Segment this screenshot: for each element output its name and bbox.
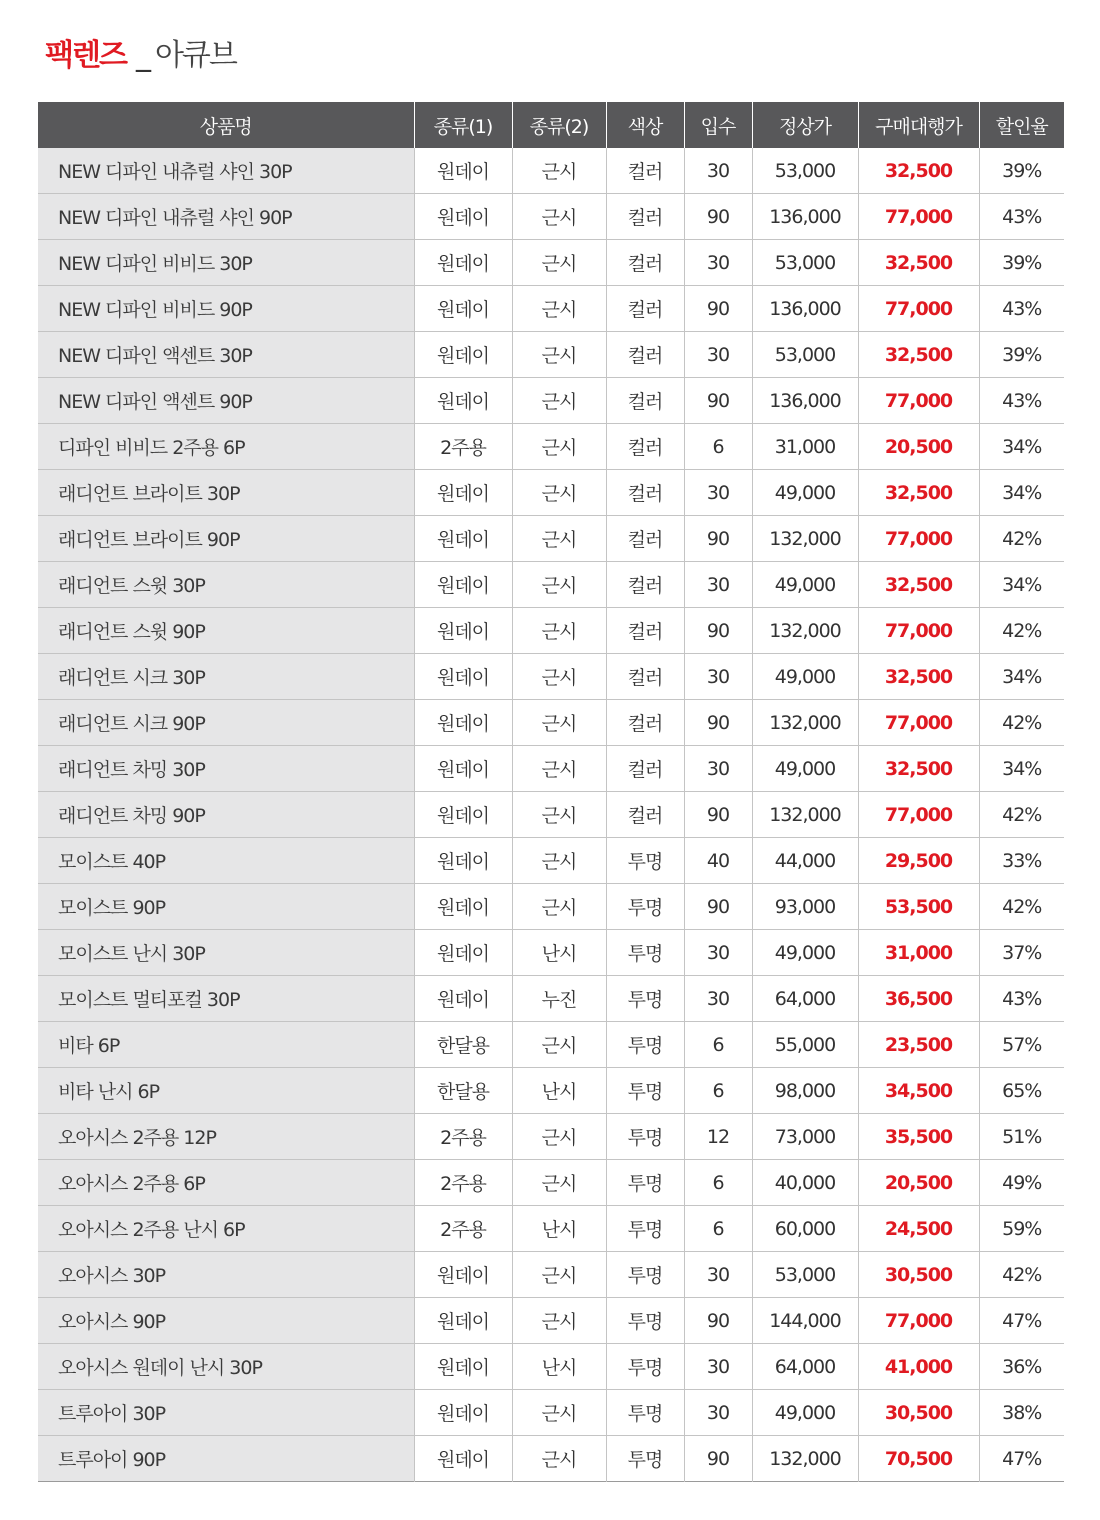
table-row [38,654,1064,700]
product-name-cell: 래디언트 스윗 90P [38,608,414,654]
type-1-cell: 2주용 [414,1160,512,1206]
discount-rate-cell: 42% [979,608,1064,654]
table-row [38,1022,1064,1068]
discount-rate-cell: 42% [979,516,1064,562]
type-1-cell: 원데이 [414,148,512,194]
product-name-cell: NEW 디파인 액센트 30P [38,332,414,378]
quantity-cell: 6 [684,1160,752,1206]
type-2-cell: 근시 [512,746,606,792]
type-1-cell: 원데이 [414,700,512,746]
column-header-discount-rate: 할인율 [979,102,1064,148]
type-1-cell: 원데이 [414,516,512,562]
title-separator: _ [135,38,149,73]
type-2-cell: 근시 [512,1114,606,1160]
discount-rate-cell: 65% [979,1068,1064,1114]
discount-rate-cell: 37% [979,930,1064,976]
purchase-price-cell: 30,500 [858,1252,979,1298]
color-cell: 컬러 [606,700,684,746]
type-2-cell: 근시 [512,1160,606,1206]
type-2-cell: 근시 [512,1436,606,1482]
table-row [38,378,1064,424]
quantity-cell: 30 [684,148,752,194]
type-2-cell: 난시 [512,1206,606,1252]
type-2-cell: 근시 [512,516,606,562]
type-1-cell: 원데이 [414,1390,512,1436]
table-row [38,1160,1064,1206]
product-name-cell: 오아시스 2주용 12P [38,1114,414,1160]
discount-rate-cell: 57% [979,1022,1064,1068]
quantity-cell: 90 [684,884,752,930]
regular-price-cell: 132,000 [752,792,858,838]
regular-price-cell: 132,000 [752,516,858,562]
regular-price-cell: 136,000 [752,378,858,424]
type-1-cell: 원데이 [414,976,512,1022]
quantity-cell: 90 [684,700,752,746]
purchase-price-cell: 53,500 [858,884,979,930]
type-1-cell: 원데이 [414,378,512,424]
purchase-price-cell: 34,500 [858,1068,979,1114]
discount-rate-cell: 34% [979,470,1064,516]
type-1-cell: 원데이 [414,194,512,240]
regular-price-cell: 136,000 [752,286,858,332]
quantity-cell: 30 [684,332,752,378]
purchase-price-cell: 35,500 [858,1114,979,1160]
discount-rate-cell: 42% [979,884,1064,930]
color-cell: 컬러 [606,562,684,608]
product-name-cell: 비타 난시 6P [38,1068,414,1114]
purchase-price-cell: 32,500 [858,470,979,516]
product-name-cell: 모이스트 90P [38,884,414,930]
quantity-cell: 12 [684,1114,752,1160]
purchase-price-cell: 24,500 [858,1206,979,1252]
table-row [38,1344,1064,1390]
purchase-price-cell: 32,500 [858,746,979,792]
quantity-cell: 30 [684,654,752,700]
column-header-type-1: 종류(1) [414,102,512,148]
type-1-cell: 2주용 [414,1206,512,1252]
regular-price-cell: 53,000 [752,1252,858,1298]
price-table [38,102,1064,1482]
quantity-cell: 90 [684,608,752,654]
table-row [38,608,1064,654]
quantity-cell: 90 [684,286,752,332]
type-1-cell: 원데이 [414,884,512,930]
type-2-cell: 근시 [512,838,606,884]
regular-price-cell: 49,000 [752,746,858,792]
color-cell: 컬러 [606,746,684,792]
column-header-product-name: 상품명 [38,102,414,148]
table-row [38,1068,1064,1114]
product-name-cell: 오아시스 2주용 6P [38,1160,414,1206]
product-name-cell: 오아시스 2주용 난시 6P [38,1206,414,1252]
color-cell: 컬러 [606,378,684,424]
quantity-cell: 90 [684,1436,752,1482]
quantity-cell: 30 [684,976,752,1022]
color-cell: 컬러 [606,608,684,654]
purchase-price-cell: 20,500 [858,1160,979,1206]
regular-price-cell: 49,000 [752,562,858,608]
quantity-cell: 30 [684,240,752,286]
type-2-cell: 근시 [512,240,606,286]
purchase-price-cell: 32,500 [858,240,979,286]
quantity-cell: 6 [684,1206,752,1252]
color-cell: 컬러 [606,654,684,700]
color-cell: 컬러 [606,240,684,286]
type-1-cell: 원데이 [414,332,512,378]
product-name-cell: 래디언트 차밍 30P [38,746,414,792]
column-header-type-2: 종류(2) [512,102,606,148]
regular-price-cell: 144,000 [752,1298,858,1344]
discount-rate-cell: 38% [979,1390,1064,1436]
product-name-cell: 래디언트 스윗 30P [38,562,414,608]
table-row [38,240,1064,286]
purchase-price-cell: 36,500 [858,976,979,1022]
color-cell: 투명 [606,1068,684,1114]
regular-price-cell: 55,000 [752,1022,858,1068]
type-2-cell: 근시 [512,608,606,654]
quantity-cell: 90 [684,194,752,240]
quantity-cell: 6 [684,424,752,470]
product-name-cell: 모이스트 난시 30P [38,930,414,976]
discount-rate-cell: 34% [979,654,1064,700]
regular-price-cell: 53,000 [752,240,858,286]
quantity-cell: 6 [684,1068,752,1114]
table-row [38,976,1064,1022]
regular-price-cell: 49,000 [752,654,858,700]
quantity-cell: 6 [684,1022,752,1068]
type-1-cell: 한달용 [414,1022,512,1068]
purchase-price-cell: 77,000 [858,608,979,654]
type-1-cell: 한달용 [414,1068,512,1114]
quantity-cell: 90 [684,516,752,562]
product-name-cell: 비타 6P [38,1022,414,1068]
regular-price-cell: 132,000 [752,700,858,746]
discount-rate-cell: 43% [979,286,1064,332]
brand-subtitle: 아큐브 [154,38,236,73]
regular-price-cell: 44,000 [752,838,858,884]
purchase-price-cell: 41,000 [858,1344,979,1390]
product-name-cell: 오아시스 30P [38,1252,414,1298]
type-1-cell: 원데이 [414,470,512,516]
type-1-cell: 원데이 [414,1252,512,1298]
product-name-cell: 디파인 비비드 2주용 6P [38,424,414,470]
color-cell: 투명 [606,1390,684,1436]
table-header-row [38,102,1064,148]
table-row [38,1298,1064,1344]
table-row [38,332,1064,378]
quantity-cell: 40 [684,838,752,884]
purchase-price-cell: 32,500 [858,332,979,378]
type-2-cell: 근시 [512,700,606,746]
regular-price-cell: 31,000 [752,424,858,470]
product-name-cell: 트루아이 90P [38,1436,414,1482]
table-row [38,1390,1064,1436]
discount-rate-cell: 59% [979,1206,1064,1252]
type-1-cell: 원데이 [414,286,512,332]
purchase-price-cell: 30,500 [858,1390,979,1436]
table-row [38,194,1064,240]
type-1-cell: 원데이 [414,838,512,884]
page-title [45,30,236,80]
color-cell: 투명 [606,1022,684,1068]
type-2-cell: 근시 [512,148,606,194]
quantity-cell: 90 [684,378,752,424]
type-2-cell: 난시 [512,1068,606,1114]
type-2-cell: 근시 [512,332,606,378]
quantity-cell: 30 [684,930,752,976]
color-cell: 컬러 [606,332,684,378]
discount-rate-cell: 49% [979,1160,1064,1206]
type-2-cell: 근시 [512,378,606,424]
product-name-cell: NEW 디파인 비비드 90P [38,286,414,332]
purchase-price-cell: 32,500 [858,148,979,194]
table-row [38,792,1064,838]
purchase-price-cell: 70,500 [858,1436,979,1482]
product-name-cell: 오아시스 90P [38,1298,414,1344]
table-row [38,1206,1064,1252]
purchase-price-cell: 77,000 [858,378,979,424]
type-2-cell: 근시 [512,1390,606,1436]
type-2-cell: 누진 [512,976,606,1022]
type-2-cell: 근시 [512,1252,606,1298]
type-1-cell: 원데이 [414,608,512,654]
discount-rate-cell: 34% [979,562,1064,608]
product-name-cell: 모이스트 멀티포컬 30P [38,976,414,1022]
purchase-price-cell: 32,500 [858,654,979,700]
discount-rate-cell: 43% [979,976,1064,1022]
table-row [38,148,1064,194]
type-2-cell: 근시 [512,654,606,700]
product-name-cell: 래디언트 브라이트 90P [38,516,414,562]
regular-price-cell: 136,000 [752,194,858,240]
color-cell: 컬러 [606,516,684,562]
purchase-price-cell: 20,500 [858,424,979,470]
quantity-cell: 30 [684,562,752,608]
quantity-cell: 30 [684,1344,752,1390]
table-row [38,562,1064,608]
discount-rate-cell: 42% [979,1252,1064,1298]
purchase-price-cell: 31,000 [858,930,979,976]
discount-rate-cell: 43% [979,194,1064,240]
color-cell: 컬러 [606,424,684,470]
regular-price-cell: 132,000 [752,608,858,654]
product-name-cell: NEW 디파인 내츄럴 샤인 30P [38,148,414,194]
color-cell: 컬러 [606,286,684,332]
color-cell: 투명 [606,1436,684,1482]
quantity-cell: 30 [684,746,752,792]
type-2-cell: 근시 [512,470,606,516]
product-name-cell: 래디언트 시크 30P [38,654,414,700]
product-name-cell: 래디언트 브라이트 30P [38,470,414,516]
type-1-cell: 원데이 [414,746,512,792]
discount-rate-cell: 34% [979,746,1064,792]
table-body [38,148,1064,1482]
type-2-cell: 근시 [512,194,606,240]
quantity-cell: 90 [684,1298,752,1344]
type-2-cell: 근시 [512,286,606,332]
color-cell: 투명 [606,930,684,976]
regular-price-cell: 64,000 [752,976,858,1022]
product-name-cell: NEW 디파인 내츄럴 샤인 90P [38,194,414,240]
table-row [38,1252,1064,1298]
color-cell: 투명 [606,1114,684,1160]
table-row [38,700,1064,746]
color-cell: 투명 [606,838,684,884]
product-name-cell: NEW 디파인 비비드 30P [38,240,414,286]
type-1-cell: 2주용 [414,424,512,470]
column-header-quantity: 입수 [684,102,752,148]
type-2-cell: 근시 [512,1298,606,1344]
purchase-price-cell: 32,500 [858,562,979,608]
discount-rate-cell: 33% [979,838,1064,884]
discount-rate-cell: 42% [979,792,1064,838]
regular-price-cell: 40,000 [752,1160,858,1206]
column-header-regular-price: 정상가 [752,102,858,148]
type-1-cell: 원데이 [414,240,512,286]
product-name-cell: 래디언트 차밍 90P [38,792,414,838]
regular-price-cell: 53,000 [752,148,858,194]
color-cell: 투명 [606,976,684,1022]
type-2-cell: 근시 [512,792,606,838]
type-1-cell: 원데이 [414,1436,512,1482]
regular-price-cell: 53,000 [752,332,858,378]
color-cell: 컬러 [606,194,684,240]
product-name-cell: 트루아이 30P [38,1390,414,1436]
regular-price-cell: 60,000 [752,1206,858,1252]
color-cell: 컬러 [606,792,684,838]
column-header-color: 색상 [606,102,684,148]
type-2-cell: 근시 [512,1022,606,1068]
discount-rate-cell: 34% [979,424,1064,470]
color-cell: 투명 [606,1298,684,1344]
type-2-cell: 난시 [512,1344,606,1390]
column-header-purchase-price: 구매대행가 [858,102,979,148]
table-row [38,838,1064,884]
table-row [38,1114,1064,1160]
product-name-cell: 래디언트 시크 90P [38,700,414,746]
type-2-cell: 근시 [512,884,606,930]
color-cell: 투명 [606,884,684,930]
product-name-cell: 모이스트 40P [38,838,414,884]
discount-rate-cell: 43% [979,378,1064,424]
regular-price-cell: 132,000 [752,1436,858,1482]
purchase-price-cell: 77,000 [858,1298,979,1344]
type-1-cell: 원데이 [414,1344,512,1390]
discount-rate-cell: 39% [979,148,1064,194]
type-2-cell: 난시 [512,930,606,976]
discount-rate-cell: 47% [979,1436,1064,1482]
type-1-cell: 원데이 [414,792,512,838]
table-row [38,470,1064,516]
purchase-price-cell: 77,000 [858,700,979,746]
quantity-cell: 30 [684,1390,752,1436]
type-1-cell: 원데이 [414,930,512,976]
discount-rate-cell: 47% [979,1298,1064,1344]
color-cell: 투명 [606,1206,684,1252]
regular-price-cell: 49,000 [752,470,858,516]
purchase-price-cell: 77,000 [858,194,979,240]
type-2-cell: 근시 [512,424,606,470]
discount-rate-cell: 39% [979,332,1064,378]
color-cell: 컬러 [606,470,684,516]
quantity-cell: 30 [684,1252,752,1298]
regular-price-cell: 98,000 [752,1068,858,1114]
discount-rate-cell: 42% [979,700,1064,746]
purchase-price-cell: 23,500 [858,1022,979,1068]
table-row [38,516,1064,562]
product-name-cell: NEW 디파인 액센트 90P [38,378,414,424]
type-1-cell: 2주용 [414,1114,512,1160]
table-row [38,1436,1064,1482]
table-row [38,286,1064,332]
color-cell: 투명 [606,1344,684,1390]
type-1-cell: 원데이 [414,1298,512,1344]
regular-price-cell: 64,000 [752,1344,858,1390]
color-cell: 컬러 [606,148,684,194]
regular-price-cell: 73,000 [752,1114,858,1160]
quantity-cell: 30 [684,470,752,516]
brand-name: 팩렌즈 [45,38,126,73]
regular-price-cell: 49,000 [752,930,858,976]
table-row [38,746,1064,792]
type-2-cell: 근시 [512,562,606,608]
table-row [38,930,1064,976]
color-cell: 투명 [606,1252,684,1298]
discount-rate-cell: 39% [979,240,1064,286]
discount-rate-cell: 51% [979,1114,1064,1160]
discount-rate-cell: 36% [979,1344,1064,1390]
regular-price-cell: 49,000 [752,1390,858,1436]
table-row [38,424,1064,470]
purchase-price-cell: 77,000 [858,792,979,838]
product-name-cell: 오아시스 원데이 난시 30P [38,1344,414,1390]
regular-price-cell: 93,000 [752,884,858,930]
type-1-cell: 원데이 [414,654,512,700]
color-cell: 투명 [606,1160,684,1206]
purchase-price-cell: 29,500 [858,838,979,884]
quantity-cell: 90 [684,792,752,838]
table-row [38,884,1064,930]
type-1-cell: 원데이 [414,562,512,608]
purchase-price-cell: 77,000 [858,286,979,332]
purchase-price-cell: 77,000 [858,516,979,562]
